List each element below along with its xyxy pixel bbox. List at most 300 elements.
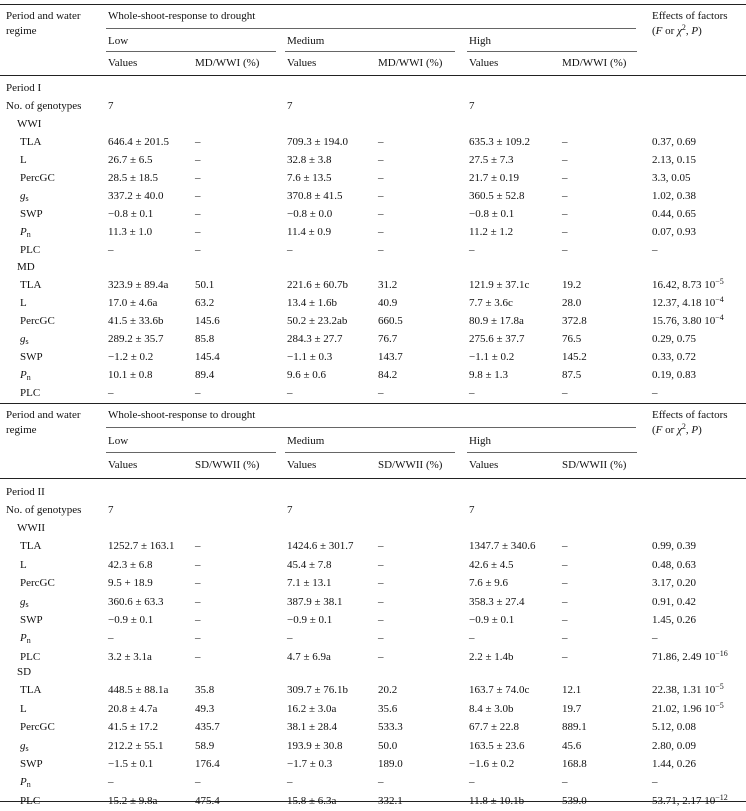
variable-name: PercGC (20, 721, 55, 734)
table-row (0, 699, 746, 719)
values-cell: 289.2 ± 35.7 (108, 333, 164, 345)
variable-name: PercGC (20, 172, 55, 184)
variable-name: PLC (20, 387, 41, 399)
table-row (0, 536, 746, 556)
table-row (0, 150, 746, 170)
header-values: Values (108, 57, 138, 69)
ratio-cell: 19.2 (562, 279, 582, 291)
table-row (0, 275, 746, 295)
effects-cell: – (652, 244, 658, 256)
table-row (0, 772, 746, 792)
variable-name: L (20, 297, 27, 309)
variable-name: g (20, 739, 26, 752)
values-cell: – (469, 244, 475, 256)
values-cell: – (108, 244, 114, 256)
header-ratio: SD/WWII (%) (195, 459, 260, 471)
variable-name: P (20, 369, 27, 381)
ratio-cell: 143.7 (378, 351, 403, 363)
values-cell: 28.5 ± 18.5 (108, 172, 159, 184)
values-cell: 7.7 ± 3.6c (469, 297, 513, 309)
ratio-cell: 49.3 (195, 702, 215, 715)
ratio-cell: – (562, 650, 568, 663)
rule-under-high (467, 452, 637, 453)
period-label-row (0, 482, 746, 502)
values-cell: 9.5 + 18.9 (108, 577, 153, 590)
ratio-cell: – (562, 595, 568, 608)
variable-label (20, 754, 43, 774)
values-cell: 45.4 ± 7.8 (287, 558, 332, 571)
variable-name: TLA (20, 684, 42, 697)
ratio-cell: 889.1 (562, 721, 587, 734)
values-cell: 193.9 ± 30.8 (287, 739, 343, 752)
header-ratio: MD/WWI (%) (378, 57, 443, 69)
effects-cell: 53.71, 2.17 $10^{-12}$ (652, 792, 728, 807)
variable-name: SWP (20, 758, 43, 770)
values-cell: −0.8 ± 0.1 (469, 208, 515, 220)
effects-cell: 3.17, 0.20 (652, 577, 696, 590)
variable-label (20, 275, 41, 295)
variable-subscript: n (26, 373, 31, 382)
ratio-cell: – (378, 577, 384, 590)
values-cell: – (469, 776, 475, 789)
values-cell: 360.6 ± 63.3 (108, 595, 164, 608)
group-label-row (0, 114, 746, 134)
ratio-cell: – (195, 244, 201, 256)
values-cell: – (287, 632, 293, 645)
values-cell: 323.9 ± 89.4a (108, 279, 169, 291)
header-effects: Effects of factors (652, 409, 728, 421)
ratio-cell: – (378, 226, 384, 238)
ratio-cell: – (378, 776, 384, 789)
header-effects-sub: (F or $\chi^2$, P) (652, 422, 702, 436)
values-cell: 16.2 ± 3.0a (287, 702, 337, 715)
header-effects-sub: (F or $\chi^2$, P) (652, 23, 702, 37)
values-cell: 11.2 ± 1.2 (469, 226, 514, 238)
header-regime: regime (6, 424, 37, 436)
variable-name: L (20, 558, 27, 571)
values-cell: 9.6 ± 0.6 (287, 369, 327, 381)
ratio-cell: 50.0 (378, 739, 398, 752)
effects-cell: 22.38, 1.31 $10^{-5}$ (652, 682, 724, 697)
values-cell: – (469, 387, 475, 399)
ratio-cell: – (195, 558, 201, 571)
ratio-cell: – (562, 577, 568, 590)
variable-label (20, 736, 29, 756)
variable-label (20, 573, 55, 593)
values-cell: −0.8 ± 0.1 (108, 208, 154, 220)
variable-label (20, 383, 40, 403)
variable-name: PLC (20, 650, 41, 663)
header-ratio: MD/WWI (%) (562, 57, 627, 69)
effects-cell: 0.44, 0.65 (652, 208, 696, 220)
header1-row3 (0, 53, 746, 73)
period1-bottom-rule (0, 403, 746, 404)
values-cell: 27.5 ± 7.3 (469, 154, 514, 166)
variable-label (20, 150, 27, 170)
ratio-cell: – (195, 632, 201, 645)
variable-name: TLA (20, 136, 42, 148)
ratio-cell: – (378, 650, 384, 663)
ratio-cell: 168.8 (562, 758, 587, 770)
header-ratio: SD/WWII (%) (378, 459, 443, 471)
table-row (0, 680, 746, 700)
variable-name: P (20, 776, 27, 789)
variable-name: TLA (20, 279, 42, 291)
effects-cell: 12.37, 4.18 $10^{-4}$ (652, 295, 724, 309)
values-cell: 4.7 ± 6.9a (287, 650, 331, 663)
header-effects: Effects of factors (652, 10, 728, 22)
values-cell: – (108, 632, 114, 645)
variable-subscript: s (25, 743, 29, 753)
header2-row3 (0, 455, 746, 475)
effects-cell: 0.37, 0.69 (652, 136, 696, 148)
values-cell: 13.4 ± 1.6b (287, 297, 338, 309)
header-values: Values (287, 459, 317, 471)
header1-row2 (0, 31, 746, 51)
group-label: WWI (17, 118, 42, 130)
genotypes-row (0, 500, 746, 520)
ratio-cell: – (195, 577, 201, 590)
ratio-cell: 332.1 (378, 794, 403, 807)
ratio-cell: 31.2 (378, 279, 398, 291)
values-cell: −1.7 ± 0.3 (287, 758, 333, 770)
ratio-cell: – (562, 614, 568, 626)
effects-cell: 2.80, 0.09 (652, 739, 696, 752)
ratio-cell: – (378, 595, 384, 608)
period-label: Period II (6, 486, 45, 498)
ratio-cell: 76.7 (378, 333, 398, 345)
variable-subscript: s (25, 194, 29, 203)
variable-label (20, 592, 29, 612)
values-cell: 387.9 ± 38.1 (287, 595, 343, 608)
values-cell: 7.6 ± 9.6 (469, 577, 509, 590)
ratio-cell: – (562, 172, 568, 184)
header-period-water: Period and water (6, 10, 81, 22)
header1-bottom-rule (0, 75, 746, 76)
ratio-cell: 12.1 (562, 684, 582, 697)
variable-name: SWP (20, 614, 43, 626)
values-cell: – (108, 387, 114, 399)
header-ratio: MD/WWI (%) (195, 57, 260, 69)
table-row (0, 628, 746, 648)
ratio-cell: – (378, 244, 384, 256)
variable-label (20, 791, 40, 811)
ratio-cell: 45.6 (562, 739, 582, 752)
header2-row2 (0, 431, 746, 451)
header-medium: Medium (287, 435, 325, 447)
ratio-cell: – (195, 614, 201, 626)
effects-cell: 3.3, 0.05 (652, 172, 691, 184)
ratio-cell: 145.2 (562, 351, 587, 363)
ratio-cell: – (562, 154, 568, 166)
variable-label (20, 772, 31, 792)
group-label: SD (17, 666, 32, 678)
variable-name: P (20, 226, 27, 238)
ratio-cell: – (195, 154, 201, 166)
table-row (0, 293, 746, 313)
values-cell: 11.4 ± 0.9 (287, 226, 332, 238)
table-row (0, 186, 746, 206)
table-row (0, 365, 746, 385)
ratio-cell: 372.8 (562, 315, 587, 327)
header-whole-shoot: Whole-shoot-response to drought (108, 409, 256, 421)
table-row (0, 555, 746, 575)
values-cell: – (287, 387, 293, 399)
variable-name: PercGC (20, 315, 55, 327)
values-cell: 11.3 ± 1.0 (108, 226, 153, 238)
values-cell: 212.2 ± 55.1 (108, 739, 164, 752)
ratio-cell: – (195, 387, 201, 399)
ratio-cell: – (562, 632, 568, 645)
variable-label (20, 610, 43, 630)
variable-name: L (20, 702, 27, 715)
ratio-cell: – (195, 190, 201, 202)
values-cell: −1.2 ± 0.2 (108, 351, 154, 363)
values-cell: – (469, 632, 475, 645)
values-cell: 309.7 ± 76.1b (287, 684, 349, 697)
ratio-cell: – (562, 136, 568, 148)
values-cell: 8.4 ± 3.0b (469, 702, 514, 715)
ratio-cell: – (378, 558, 384, 571)
values-cell: 337.2 ± 40.0 (108, 190, 164, 202)
effects-cell: 0.91, 0.42 (652, 595, 696, 608)
effects-cell: 0.99, 0.39 (652, 540, 696, 553)
ratio-cell: 84.2 (378, 369, 398, 381)
ratio-cell: – (195, 226, 201, 238)
effects-cell: – (652, 776, 658, 789)
genotypes-value: 7 (108, 504, 114, 516)
values-cell: 10.1 ± 0.8 (108, 369, 153, 381)
ratio-cell: – (378, 387, 384, 399)
genotypes-label: No. of genotypes (6, 100, 82, 112)
values-cell: −0.9 ± 0.1 (108, 614, 154, 626)
effects-cell: 15.76, 3.80 $10^{-4}$ (652, 313, 724, 327)
variable-label (20, 365, 31, 385)
ratio-cell: – (195, 540, 201, 553)
ratio-cell: 189.0 (378, 758, 403, 770)
values-cell: −0.9 ± 0.1 (287, 614, 333, 626)
header-period-water: Period and water (6, 409, 81, 421)
ratio-cell: 58.9 (195, 739, 215, 752)
variable-label (20, 329, 29, 349)
ratio-cell: – (562, 776, 568, 789)
ratio-cell: 435.7 (195, 721, 220, 734)
table-row (0, 610, 746, 630)
values-cell: 38.1 ± 28.4 (287, 721, 338, 734)
group-label: WWII (17, 522, 46, 534)
ratio-cell: 76.5 (562, 333, 582, 345)
variable-label (20, 628, 31, 648)
table-row (0, 592, 746, 612)
group-label-row (0, 257, 746, 277)
ratio-cell: – (195, 172, 201, 184)
values-cell: 21.7 ± 0.19 (469, 172, 520, 184)
header-low: Low (108, 435, 129, 447)
effects-cell: 2.13, 0.15 (652, 154, 696, 166)
rule-under-whole-shoot (106, 28, 636, 29)
values-cell: – (108, 776, 114, 789)
ratio-cell: – (562, 244, 568, 256)
values-cell: −1.6 ± 0.2 (469, 758, 515, 770)
rule-under-medium (285, 452, 455, 453)
variable-label (20, 555, 27, 575)
ratio-cell: 539.0 (562, 794, 587, 807)
ratio-cell: – (378, 172, 384, 184)
effects-cell: 0.33, 0.72 (652, 351, 696, 363)
header-values: Values (469, 57, 499, 69)
header-values: Values (287, 57, 317, 69)
values-cell: 1252.7 ± 163.1 (108, 540, 175, 553)
variable-label (20, 536, 41, 556)
genotypes-label: No. of genotypes (6, 504, 82, 516)
values-cell: – (287, 244, 293, 256)
ratio-cell: – (378, 154, 384, 166)
ratio-cell: – (378, 190, 384, 202)
variable-name: SWP (20, 208, 43, 220)
period-label: Period I (6, 82, 42, 94)
variable-label (20, 293, 27, 313)
values-cell: 32.8 ± 3.8 (287, 154, 332, 166)
values-cell: 284.3 ± 27.7 (287, 333, 343, 345)
values-cell: 163.5 ± 23.6 (469, 739, 525, 752)
rule-under-whole-shoot (106, 427, 636, 428)
values-cell: 50.2 ± 23.2ab (287, 315, 348, 327)
ratio-cell: 50.1 (195, 279, 215, 291)
variable-subscript: s (25, 337, 29, 346)
values-cell: −1.1 ± 0.2 (469, 351, 515, 363)
effects-cell: – (652, 387, 658, 399)
ratio-cell: – (195, 776, 201, 789)
table-row (0, 329, 746, 349)
table-row (0, 222, 746, 242)
variable-label (20, 311, 55, 331)
effects-cell: 21.02, 1.96 $10^{-5}$ (652, 700, 724, 715)
variable-name: PLC (20, 794, 41, 807)
values-cell: 275.6 ± 37.7 (469, 333, 525, 345)
values-cell: – (287, 776, 293, 789)
values-cell: 7.6 ± 13.5 (287, 172, 332, 184)
effects-cell: 0.07, 0.93 (652, 226, 696, 238)
values-cell: 26.7 ± 6.5 (108, 154, 153, 166)
variable-label (20, 132, 41, 152)
values-cell: 646.4 ± 201.5 (108, 136, 170, 148)
ratio-cell: 40.9 (378, 297, 398, 309)
values-cell: 3.2 ± 3.1a (108, 650, 152, 663)
values-cell: 7.1 ± 13.1 (287, 577, 332, 590)
ratio-cell: – (562, 387, 568, 399)
header2-bottom-rule (0, 478, 746, 479)
header-regime: regime (6, 25, 37, 37)
rule-under-low (106, 452, 276, 453)
ratio-cell: 475.4 (195, 794, 220, 807)
effects-cell: 5.12, 0.08 (652, 721, 696, 734)
table-row (0, 383, 746, 403)
ratio-cell: – (195, 136, 201, 148)
genotypes-value: 7 (469, 100, 475, 112)
values-cell: 42.3 ± 6.8 (108, 558, 153, 571)
ratio-cell: 19.7 (562, 702, 582, 715)
ratio-cell: 660.5 (378, 315, 403, 327)
ratio-cell: – (562, 558, 568, 571)
values-cell: 358.3 ± 27.4 (469, 595, 525, 608)
ratio-cell: 35.8 (195, 684, 215, 697)
values-cell: −1.1 ± 0.3 (287, 351, 333, 363)
variable-label (20, 186, 29, 206)
ratio-cell: 63.2 (195, 297, 215, 309)
header-ratio: SD/WWII (%) (562, 459, 627, 471)
effects-cell: 1.44, 0.26 (652, 758, 696, 770)
genotypes-value: 7 (469, 504, 475, 516)
genotypes-value: 7 (287, 504, 293, 516)
ratio-cell: 20.2 (378, 684, 398, 697)
rule-under-medium (285, 51, 455, 52)
variable-label (20, 699, 27, 719)
ratio-cell: 145.4 (195, 351, 220, 363)
values-cell: 448.5 ± 88.1a (108, 684, 169, 697)
rule-under-low (106, 51, 276, 52)
header-high: High (469, 435, 491, 447)
ratio-cell: 533.3 (378, 721, 403, 734)
header-values: Values (108, 459, 138, 471)
table-row (0, 717, 746, 737)
variable-label (20, 717, 55, 737)
table-row (0, 347, 746, 367)
table-row (0, 311, 746, 331)
effects-cell: 0.19, 0.83 (652, 369, 696, 381)
values-cell: 360.5 ± 52.8 (469, 190, 525, 202)
variable-label (20, 680, 41, 700)
variable-name: PLC (20, 244, 41, 256)
ratio-cell: – (195, 208, 201, 220)
ratio-cell: – (195, 650, 201, 663)
ratio-cell: – (378, 632, 384, 645)
variable-name: g (20, 595, 26, 608)
ratio-cell: – (562, 540, 568, 553)
variable-subscript: s (25, 599, 29, 609)
ratio-cell: 87.5 (562, 369, 582, 381)
rule-under-high (467, 51, 637, 52)
values-cell: −1.5 ± 0.1 (108, 758, 154, 770)
ratio-cell: – (378, 540, 384, 553)
values-cell: 121.9 ± 37.1c (469, 279, 530, 291)
ratio-cell: 35.6 (378, 702, 398, 715)
variable-name: g (20, 333, 26, 345)
ratio-cell: – (195, 595, 201, 608)
values-cell: 42.6 ± 4.5 (469, 558, 514, 571)
table-top-rule (0, 4, 746, 5)
table-row (0, 573, 746, 593)
ratio-cell: 28.0 (562, 297, 582, 309)
effects-cell: 71.86, 2.49 $10^{-16}$ (652, 648, 728, 663)
variable-name: TLA (20, 540, 42, 553)
period-label-row (0, 78, 746, 98)
values-cell: 9.8 ± 1.3 (469, 369, 509, 381)
ratio-cell: 145.6 (195, 315, 220, 327)
variable-label (20, 347, 43, 367)
ratio-cell: – (562, 226, 568, 238)
table-row (0, 168, 746, 188)
values-cell: −0.8 ± 0.0 (287, 208, 333, 220)
values-cell: 15.8 ± 6.3a (287, 794, 337, 807)
variable-label (20, 222, 31, 242)
ratio-cell: – (562, 208, 568, 220)
variable-name: SWP (20, 351, 43, 363)
ratio-cell: – (562, 190, 568, 202)
table-row (0, 791, 746, 811)
variable-name: PercGC (20, 577, 55, 590)
variable-name: L (20, 154, 27, 166)
variable-label (20, 168, 55, 188)
